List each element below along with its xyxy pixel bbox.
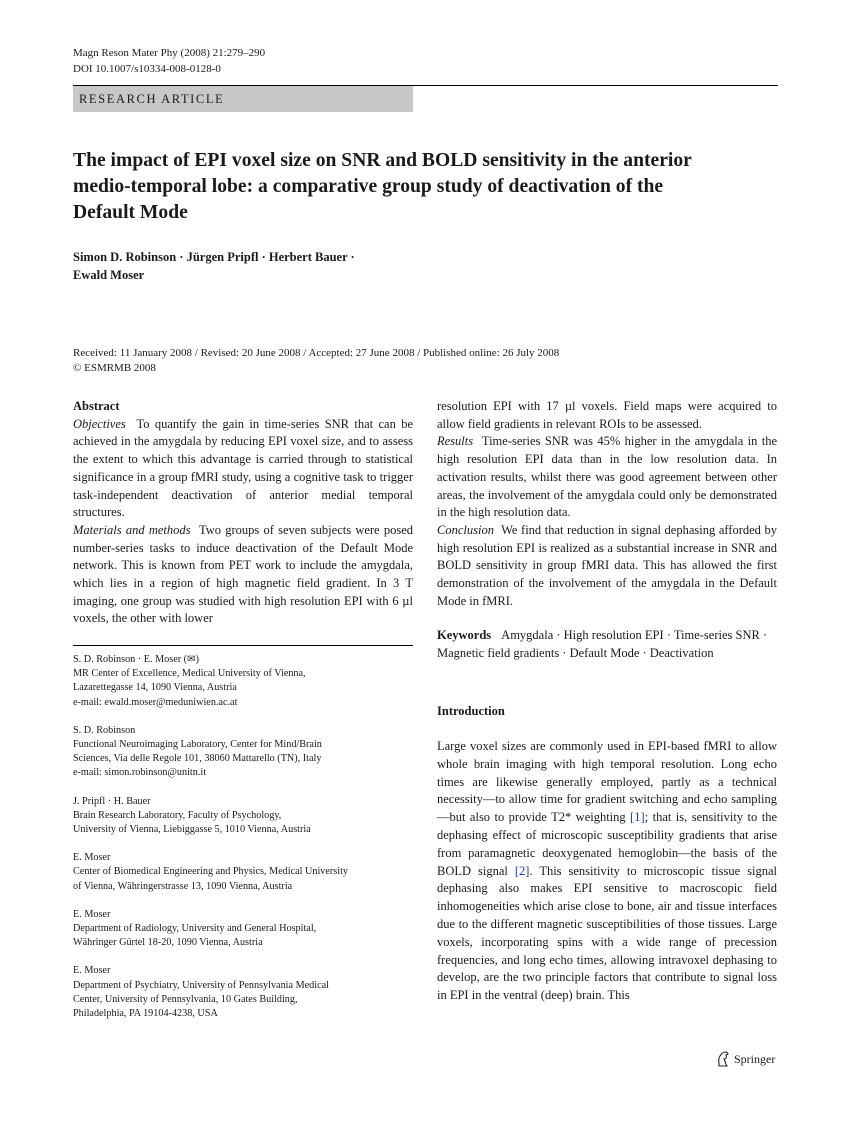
affiliation-line: Lazarettegasse 14, 1090 Vienna, Austria [73, 682, 237, 694]
abstract-heading: Abstract [73, 399, 120, 413]
affiliation-line: Department of Psychiatry, University of Pennsylvania Medical [73, 979, 329, 991]
objectives-text: To quantify the gain in time-series SNR that can be achieved in the amygdala by reducing EPI voxel size, and to assess the extent to which this advantage is carried through to statistical significance in a group fMRI study, using a cognitive task to trigger task-independent deactivation of anterior medial temporal structures. [73, 416, 414, 520]
keywords [437, 626, 777, 662]
affiliation-line: Währinger Gürtel 18-20, 1090 Vienna, Austria [73, 937, 263, 949]
abstract-right-column [437, 398, 777, 662]
history-dates: Received: 11 January 2008 / Revised: 20 June 2008 / Accepted: 27 June 2008 / Published online: 26 July 2008 [73, 347, 560, 359]
introduction-heading: Introduction [437, 704, 505, 718]
citation-link-2[interactable]: [2] [514, 863, 530, 878]
affiliation-line: e-mail: ewald.moser@meduniwien.ac.at [73, 696, 238, 708]
affiliation-line: Center of Biomedical Engineering and Physics, Medical University [73, 866, 348, 878]
paper-title: The impact of EPI voxel size on SNR and BOLD sensitivity in the anterior medio-temporal lobe: a comparative group study of deactivation of the Default Mode [73, 150, 692, 223]
springer-horse-icon [716, 1051, 730, 1067]
author-line-2: Ewald Moser [73, 268, 145, 282]
keywords-label: Keywords [437, 628, 492, 643]
affiliation-line: e-mail: simon.robinson@unitn.it [73, 767, 207, 779]
abstract-conclusion [437, 522, 777, 611]
copyright: © ESMRMB 2008 [73, 362, 156, 374]
doi: DOI 10.1007/s10334-008-0128-0 [73, 63, 221, 75]
affiliation-line: E. Moser [73, 965, 111, 977]
affiliation-block [73, 795, 413, 838]
affiliation-line: University of Vienna, Liebiggasse 5, 1010 Vienna, Austria [73, 824, 311, 836]
journal-citation: Magn Reson Mater Phy (2008) 21:279–290 [73, 47, 266, 59]
journal-header [73, 45, 265, 77]
affiliation-line: Brain Research Laboratory, Faculty of Psychology, [73, 809, 282, 821]
affiliation-line: Sciences, Via delle Regole 101, 38060 Mattarello (TN), Italy [73, 753, 322, 765]
affiliation-line: Philadelphia, PA 19104-4238, USA [73, 1008, 218, 1020]
affiliation-line: of Vienna, Währingerstrasse 13, 1090 Vienna, Austria [73, 880, 293, 892]
affiliation-line: MR Center of Excellence, Medical University of Vienna, [73, 668, 306, 680]
affiliation-block [73, 908, 413, 951]
publisher-name: Springer [734, 1051, 776, 1066]
abstract-objectives [73, 416, 413, 522]
intro-text-b: ; that is, sensitivity to the dephasing effect of microscopic susceptibility gradients that arise from paramagnetic deoxygenated hemoglobin—the basis of the BOLD signal [437, 810, 777, 878]
intro-text-a: Large voxel sizes are commonly used in EPI-based fMRI to allow whole brain imaging with high temporal resolution. Long echo times are likewise generally employed, partly as a technical necessity—to allow time for gradient switching and echo sampling—but also to provide T2* weighting [437, 739, 777, 825]
results-text: Time-series SNR was 45% higher in the amygdala in the high resolution EPI data than in the low resolution data. In activation results, whilst there was good agreement between other areas, the involvement of the amygdala could only be demonstrated in the high resolution data. [437, 434, 778, 520]
intro-text-c: . This sensitivity to microscopic tissue signal dephasing also makes EPI sensitive to macroscopic field inhomogeneities which arise close to bone, air and tissue interfaces due to the different magnetic susceptibilities of those tissues. Large voxels, incorporating spins with a wide range of precession frequencies, and long echo times, allowing intravoxel dephasing to develop, are the two principle factors that contribute to signal loss in EPI in the ventral (deep) brain. This [437, 863, 777, 1003]
keywords-text: Amygdala · High resolution EPI · Time-series SNR · Magnetic field gradients · Default Mode · Deactivation [437, 628, 768, 661]
affiliations [73, 653, 413, 1035]
affiliation-line: S. D. Robinson [73, 724, 136, 736]
publication-history [73, 346, 778, 376]
results-label: Results [437, 434, 474, 449]
affiliation-rule [73, 645, 413, 646]
methods-text-right: resolution EPI with 17 µl voxels. Field maps were acquired to allow field gradients in relevant ROIs to be assessed. [437, 399, 777, 431]
affiliation-line: Center, University of Pennsylvania, 10 Gates Building, [73, 993, 298, 1005]
affiliation-line: E. Moser [73, 852, 111, 864]
affiliation-line: J. Pripfl · H. Bauer [73, 795, 151, 807]
citation-link-1[interactable]: [1] [630, 810, 645, 825]
author-line-1: Simon D. Robinson · Jürgen Pripfl · Herbert Bauer · [73, 250, 355, 264]
affiliation-block [73, 851, 413, 894]
affiliation-line: E. Moser [73, 908, 111, 920]
methods-text-left: Two groups of seven subjects were posed number-series tasks to induce deactivation of the Default Mode network. This is known from PET work to include the amygdala, which lies in a region of high magnetic field gradient. In 3 T imaging, one group was studied with high resolution EPI with 6 µl voxels, the other with lower [73, 522, 413, 626]
affiliation-block [73, 724, 413, 781]
objectives-label: Objectives [73, 416, 126, 431]
abstract-methods [73, 522, 413, 628]
author-list [73, 248, 453, 284]
affiliation-line: Functional Neuroimaging Laboratory, Center for Mind/Brain [73, 739, 322, 751]
abstract-left-column [73, 398, 413, 628]
abstract-results [437, 433, 777, 522]
conclusion-text: We find that reduction in signal dephasing afforded by high resolution EPI is realized as a substantial increase in SNR and BOLD sensitivity in group fMRI data. This has allowed the first demonstration of the involvement of the amygdala in the Default Mode in fMRI. [437, 522, 777, 608]
methods-label: Materials and methods [73, 522, 191, 537]
introduction-body [437, 738, 777, 1005]
affiliation-block [73, 964, 413, 1021]
affiliation-block [73, 653, 413, 710]
publisher-mark [716, 1051, 775, 1067]
article-type-banner: RESEARCH ARTICLE [73, 86, 413, 112]
affiliation-line: Department of Radiology, University and General Hospital, [73, 923, 317, 935]
affiliation-line: S. D. Robinson · E. Moser (✉) [73, 654, 199, 665]
conclusion-label: Conclusion [437, 522, 494, 537]
